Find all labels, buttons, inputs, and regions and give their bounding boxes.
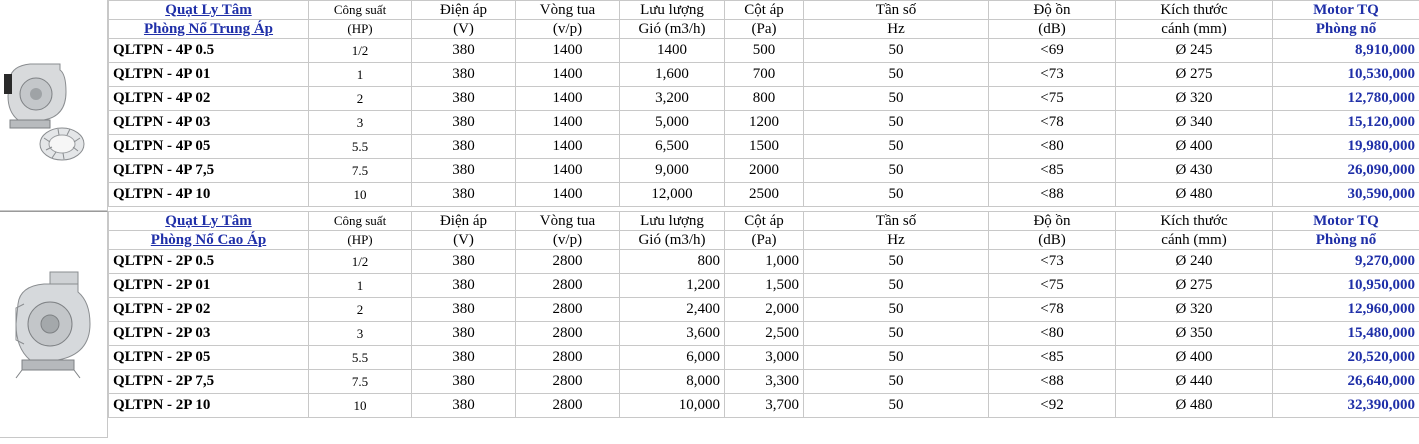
model-cell: QLTPN - 4P 7,5: [109, 159, 309, 183]
centrifugal-fan-medium-pressure-icon: [0, 0, 108, 211]
header-size: Kích thước: [1116, 1, 1273, 20]
price-cell: 10,950,000: [1273, 274, 1419, 298]
model-cell: QLTPN - 2P 02: [109, 298, 309, 322]
noise-cell: <78: [989, 111, 1116, 135]
header-pressure-unit: (Pa): [725, 20, 804, 39]
airflow-cell: 6,500: [620, 135, 725, 159]
model-cell: QLTPN - 2P 0.5: [109, 250, 309, 274]
voltage-cell: 380: [412, 159, 516, 183]
header-frequency: Tần số: [804, 212, 989, 231]
price-cell: 26,640,000: [1273, 370, 1419, 394]
header-frequency-unit: Hz: [804, 20, 989, 39]
airflow-cell: 6,000: [620, 346, 725, 370]
table-row: [109, 322, 1419, 346]
noise-cell: <80: [989, 135, 1116, 159]
header-row-1: [109, 1, 1419, 20]
speed-cell: 2800: [516, 346, 620, 370]
speed-cell: 1400: [516, 39, 620, 63]
pressure-cell: 800: [725, 87, 804, 111]
noise-cell: <85: [989, 346, 1116, 370]
voltage-cell: 380: [412, 87, 516, 111]
section-title-line1: Quạt Ly Tâm: [109, 212, 309, 231]
model-cell: QLTPN - 4P 02: [109, 87, 309, 111]
header-motor: Motor TQ: [1273, 212, 1419, 231]
voltage-cell: 380: [412, 394, 516, 418]
header-motor-unit: Phòng nổ: [1273, 231, 1419, 250]
frequency-cell: 50: [804, 274, 989, 298]
speed-cell: 1400: [516, 135, 620, 159]
size-cell: Ø 245: [1116, 39, 1273, 63]
size-cell: Ø 400: [1116, 346, 1273, 370]
frequency-cell: 50: [804, 183, 989, 207]
power-cell: 2: [309, 87, 412, 111]
header-power: Công suất: [309, 1, 412, 20]
airflow-cell: 12,000: [620, 183, 725, 207]
voltage-cell: 380: [412, 39, 516, 63]
frequency-cell: 50: [804, 111, 989, 135]
price-cell: 12,780,000: [1273, 87, 1419, 111]
speed-cell: 2800: [516, 394, 620, 418]
table-row: [109, 159, 1419, 183]
header-voltage-unit: (V): [412, 231, 516, 250]
airflow-cell: 10,000: [620, 394, 725, 418]
voltage-cell: 380: [412, 183, 516, 207]
header-power: Công suất: [309, 212, 412, 231]
model-cell: QLTPN - 2P 01: [109, 274, 309, 298]
frequency-cell: 50: [804, 322, 989, 346]
header-noise-unit: (dB): [989, 20, 1116, 39]
header-noise: Độ ồn: [989, 1, 1116, 20]
spec-table-high-pressure: [108, 211, 1419, 418]
size-cell: Ø 400: [1116, 135, 1273, 159]
table-row: [109, 250, 1419, 274]
power-cell: 1: [309, 274, 412, 298]
table-row: [109, 298, 1419, 322]
size-cell: Ø 440: [1116, 370, 1273, 394]
header-voltage-unit: (V): [412, 20, 516, 39]
header-pressure: Cột áp: [725, 1, 804, 20]
model-cell: QLTPN - 4P 10: [109, 183, 309, 207]
model-cell: QLTPN - 4P 0.5: [109, 39, 309, 63]
power-cell: 3: [309, 322, 412, 346]
speed-cell: 2800: [516, 274, 620, 298]
pressure-cell: 1200: [725, 111, 804, 135]
model-cell: QLTPN - 4P 03: [109, 111, 309, 135]
voltage-cell: 380: [412, 370, 516, 394]
noise-cell: <85: [989, 159, 1116, 183]
frequency-cell: 50: [804, 394, 989, 418]
table-row: [109, 87, 1419, 111]
pressure-cell: 1,500: [725, 274, 804, 298]
speed-cell: 1400: [516, 87, 620, 111]
power-cell: 5.5: [309, 135, 412, 159]
header-airflow: Lưu lượng: [620, 1, 725, 20]
power-cell: 10: [309, 183, 412, 207]
model-cell: QLTPN - 2P 05: [109, 346, 309, 370]
airflow-cell: 5,000: [620, 111, 725, 135]
size-cell: Ø 480: [1116, 183, 1273, 207]
model-cell: QLTPN - 4P 01: [109, 63, 309, 87]
speed-cell: 1400: [516, 63, 620, 87]
model-cell: QLTPN - 2P 10: [109, 394, 309, 418]
power-cell: 2: [309, 298, 412, 322]
price-cell: 32,390,000: [1273, 394, 1419, 418]
speed-cell: 1400: [516, 111, 620, 135]
frequency-cell: 50: [804, 63, 989, 87]
header-noise: Độ ồn: [989, 212, 1116, 231]
airflow-cell: 3,600: [620, 322, 725, 346]
section-title-line2: Phòng Nổ Cao Áp: [109, 231, 309, 250]
header-speed-unit: (v/p): [516, 20, 620, 39]
speed-cell: 1400: [516, 159, 620, 183]
price-cell: 15,480,000: [1273, 322, 1419, 346]
header-speed: Vòng tua: [516, 212, 620, 231]
price-cell: 15,120,000: [1273, 111, 1419, 135]
airflow-cell: 1,600: [620, 63, 725, 87]
power-cell: 1/2: [309, 250, 412, 274]
price-cell: 20,520,000: [1273, 346, 1419, 370]
pressure-cell: 3,700: [725, 394, 804, 418]
product-image-cell: [0, 211, 108, 438]
pressure-cell: 1,000: [725, 250, 804, 274]
header-voltage: Điện áp: [412, 212, 516, 231]
header-noise-unit: (dB): [989, 231, 1116, 250]
frequency-cell: 50: [804, 87, 989, 111]
centrifugal-fan-high-pressure-icon: [0, 212, 108, 439]
price-cell: 8,910,000: [1273, 39, 1419, 63]
size-cell: Ø 480: [1116, 394, 1273, 418]
section-high-pressure: [0, 211, 1419, 438]
size-cell: Ø 340: [1116, 111, 1273, 135]
voltage-cell: 380: [412, 274, 516, 298]
airflow-cell: 800: [620, 250, 725, 274]
header-power-unit: (HP): [309, 20, 412, 39]
power-cell: 5.5: [309, 346, 412, 370]
price-cell: 19,980,000: [1273, 135, 1419, 159]
noise-cell: <75: [989, 87, 1116, 111]
header-power-unit: (HP): [309, 231, 412, 250]
frequency-cell: 50: [804, 159, 989, 183]
price-cell: 30,590,000: [1273, 183, 1419, 207]
price-cell: 12,960,000: [1273, 298, 1419, 322]
frequency-cell: 50: [804, 346, 989, 370]
airflow-cell: 8,000: [620, 370, 725, 394]
noise-cell: <80: [989, 322, 1116, 346]
price-cell: 10,530,000: [1273, 63, 1419, 87]
model-cell: QLTPN - 2P 7,5: [109, 370, 309, 394]
header-pressure: Cột áp: [725, 212, 804, 231]
speed-cell: 2800: [516, 322, 620, 346]
voltage-cell: 380: [412, 250, 516, 274]
airflow-cell: 1,200: [620, 274, 725, 298]
table-row: [109, 394, 1419, 418]
header-airflow: Lưu lượng: [620, 212, 725, 231]
noise-cell: <69: [989, 39, 1116, 63]
frequency-cell: 50: [804, 298, 989, 322]
voltage-cell: 380: [412, 135, 516, 159]
size-cell: Ø 320: [1116, 298, 1273, 322]
size-cell: Ø 275: [1116, 274, 1273, 298]
header-row-1: [109, 212, 1419, 231]
table-row: [109, 370, 1419, 394]
header-frequency: Tần số: [804, 1, 989, 20]
noise-cell: <92: [989, 394, 1116, 418]
table-row: [109, 63, 1419, 87]
header-size-unit: cánh (mm): [1116, 20, 1273, 39]
table-row: [109, 39, 1419, 63]
airflow-cell: 3,200: [620, 87, 725, 111]
pressure-cell: 3,300: [725, 370, 804, 394]
voltage-cell: 380: [412, 298, 516, 322]
table-row: [109, 111, 1419, 135]
pressure-cell: 2000: [725, 159, 804, 183]
header-motor: Motor TQ: [1273, 1, 1419, 20]
speed-cell: 2800: [516, 298, 620, 322]
section-title-line1: Quạt Ly Tâm: [109, 1, 309, 20]
table-row: [109, 274, 1419, 298]
size-cell: Ø 430: [1116, 159, 1273, 183]
header-size: Kích thước: [1116, 212, 1273, 231]
header-speed-unit: (v/p): [516, 231, 620, 250]
speed-cell: 2800: [516, 370, 620, 394]
noise-cell: <78: [989, 298, 1116, 322]
model-cell: QLTPN - 2P 03: [109, 322, 309, 346]
voltage-cell: 380: [412, 322, 516, 346]
header-motor-unit: Phòng nổ: [1273, 20, 1419, 39]
model-cell: QLTPN - 4P 05: [109, 135, 309, 159]
voltage-cell: 380: [412, 346, 516, 370]
table-row: [109, 346, 1419, 370]
noise-cell: <73: [989, 63, 1116, 87]
header-airflow-unit: Gió (m3/h): [620, 231, 725, 250]
noise-cell: <75: [989, 274, 1116, 298]
header-pressure-unit: (Pa): [725, 231, 804, 250]
spec-table-medium-pressure: [108, 0, 1419, 207]
product-image-cell: [0, 0, 108, 211]
price-cell: 9,270,000: [1273, 250, 1419, 274]
size-cell: Ø 275: [1116, 63, 1273, 87]
header-size-unit: cánh (mm): [1116, 231, 1273, 250]
power-cell: 10: [309, 394, 412, 418]
airflow-cell: 9,000: [620, 159, 725, 183]
speed-cell: 2800: [516, 250, 620, 274]
noise-cell: <88: [989, 183, 1116, 207]
header-speed: Vòng tua: [516, 1, 620, 20]
noise-cell: <88: [989, 370, 1116, 394]
size-cell: Ø 350: [1116, 322, 1273, 346]
pressure-cell: 2,000: [725, 298, 804, 322]
power-cell: 1: [309, 63, 412, 87]
power-cell: 7.5: [309, 159, 412, 183]
voltage-cell: 380: [412, 111, 516, 135]
header-row-2: [109, 231, 1419, 250]
pressure-cell: 2,500: [725, 322, 804, 346]
pressure-cell: 2500: [725, 183, 804, 207]
frequency-cell: 50: [804, 135, 989, 159]
speed-cell: 1400: [516, 183, 620, 207]
header-frequency-unit: Hz: [804, 231, 989, 250]
frequency-cell: 50: [804, 39, 989, 63]
pressure-cell: 500: [725, 39, 804, 63]
power-cell: 3: [309, 111, 412, 135]
price-cell: 26,090,000: [1273, 159, 1419, 183]
noise-cell: <73: [989, 250, 1116, 274]
pressure-cell: 1500: [725, 135, 804, 159]
power-cell: 1/2: [309, 39, 412, 63]
section-title-line2: Phòng Nổ Trung Áp: [109, 20, 309, 39]
header-airflow-unit: Gió (m3/h): [620, 20, 725, 39]
airflow-cell: 1400: [620, 39, 725, 63]
header-voltage: Điện áp: [412, 1, 516, 20]
frequency-cell: 50: [804, 370, 989, 394]
header-row-2: [109, 20, 1419, 39]
pressure-cell: 700: [725, 63, 804, 87]
size-cell: Ø 240: [1116, 250, 1273, 274]
table-row: [109, 135, 1419, 159]
section-medium-pressure: [0, 0, 1419, 211]
frequency-cell: 50: [804, 250, 989, 274]
airflow-cell: 2,400: [620, 298, 725, 322]
table-row: [109, 183, 1419, 207]
power-cell: 7.5: [309, 370, 412, 394]
voltage-cell: 380: [412, 63, 516, 87]
size-cell: Ø 320: [1116, 87, 1273, 111]
pressure-cell: 3,000: [725, 346, 804, 370]
